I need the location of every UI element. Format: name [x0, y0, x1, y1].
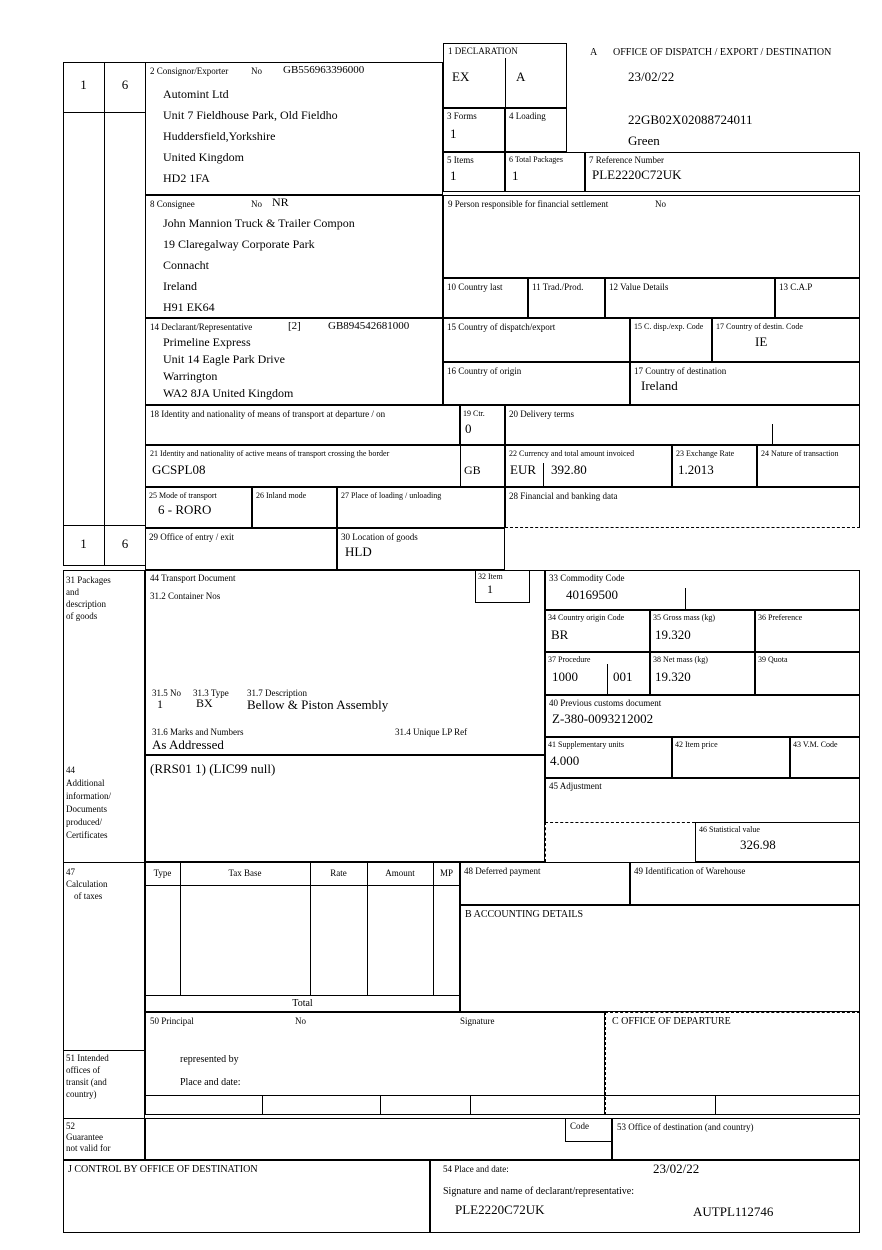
box9-no-label: No: [655, 199, 666, 209]
box24-label: 24 Nature of transaction: [761, 449, 839, 458]
box38-label: 38 Net mass (kg): [653, 655, 708, 664]
box54-auth-value: AUTPL112746: [693, 1204, 774, 1219]
box28-label: 28 Financial and banking data: [509, 491, 618, 501]
box6-label: 6 Total Packages: [509, 155, 563, 164]
divider-line: [63, 112, 146, 113]
box54-label: 54 Place and date:: [443, 1164, 509, 1174]
box54-signature-label: Signature and name of declarant/representative:: [443, 1186, 635, 1197]
box37-label: 37 Procedure: [548, 655, 591, 664]
section-a-date-value: 23/02/22: [628, 69, 675, 84]
box50-label: 50 Principal: [150, 1016, 194, 1026]
box45-label: 45 Adjustment: [549, 781, 602, 791]
tax-col-type: Type: [153, 868, 172, 878]
divider-line: [180, 862, 181, 995]
label-line: description: [66, 599, 106, 609]
tax-total-label: Total: [292, 998, 313, 1009]
section-c-label: C OFFICE OF DEPARTURE: [612, 1016, 731, 1027]
box31-3-value: BX: [196, 696, 213, 710]
box35-value: 19.320: [655, 627, 691, 642]
label-line: produced/: [66, 817, 102, 827]
box15-label: 15 Country of dispatch/export: [447, 322, 556, 332]
label-line: transit (and: [66, 1077, 107, 1087]
box14-eori-value: GB894542681000: [328, 320, 410, 332]
box50-represented-label: represented by: [180, 1054, 239, 1065]
box2-address: [163, 84, 338, 189]
box5-label: 5 Items: [447, 155, 474, 165]
address-line: Primeline Express: [163, 335, 251, 349]
box43-label: 43 V.M. Code: [793, 740, 838, 749]
box52-label: [66, 1121, 111, 1154]
box32-value: 1: [487, 582, 493, 596]
box10-label: 10 Country last: [447, 282, 503, 292]
box31-3-label: 31.3 Type: [193, 688, 229, 698]
box48-label: 48 Deferred payment: [464, 866, 541, 876]
label-line: 44: [66, 765, 75, 775]
box31-6-value: As Addressed: [152, 737, 224, 752]
box2-no-label: No: [251, 66, 262, 76]
box38-value: 19.320: [655, 669, 691, 684]
divider-line: [433, 862, 434, 995]
box21-nationality-value: GB: [464, 463, 481, 477]
box17a-value: IE: [755, 334, 768, 349]
address-line: Unit 7 Fieldhouse Park, Old Fieldho: [163, 108, 338, 122]
label-line: not valid for: [66, 1143, 111, 1153]
box54-reference-value: PLE2220C72UK: [455, 1202, 545, 1217]
box49-label: 49 Identification of Warehouse: [634, 866, 746, 876]
divider-line: [715, 1095, 716, 1115]
copy-number: 1: [80, 77, 87, 92]
box31-2-container-label: 31.2 Container Nos: [150, 591, 221, 601]
box36-label: 36 Preference: [758, 613, 803, 622]
divider-line: [262, 1095, 263, 1115]
divider-line: [685, 588, 686, 610]
divider-line: [145, 1095, 860, 1096]
divider-line: [470, 1095, 471, 1115]
box47-label: [66, 866, 108, 902]
address-line: Warrington: [163, 369, 218, 383]
box31-label: [66, 574, 111, 622]
box16-label: 16 Country of origin: [447, 366, 522, 376]
box39-label: 39 Quota: [758, 655, 788, 664]
box31-6-label: 31.6 Marks and Numbers: [152, 727, 244, 737]
label-line: country): [66, 1089, 97, 1099]
divider-line: [367, 862, 368, 995]
address-line: Connacht: [163, 258, 209, 272]
box41-label: 41 Supplementary units: [548, 740, 624, 749]
divider-line: [607, 664, 608, 695]
box17-value: Ireland: [641, 378, 678, 393]
box52-guarantee: [145, 1118, 612, 1160]
label-line: of goods: [66, 611, 98, 621]
box8-no-label: No: [251, 199, 262, 209]
mrn-value: 22GB02X02088724011: [628, 112, 753, 127]
copy-number: 1: [80, 536, 87, 551]
box15a-label: 15 C. disp./exp. Code: [634, 322, 704, 331]
label-line: information/: [66, 791, 111, 801]
address-line: Ireland: [163, 279, 197, 293]
divider-line: [545, 822, 695, 823]
box4-label: 4 Loading: [509, 111, 546, 121]
box35-label: 35 Gross mass (kg): [653, 613, 715, 622]
label-line: and: [66, 587, 79, 597]
address-line: Automint Ltd: [163, 87, 229, 101]
box52-code-label: Code: [570, 1121, 589, 1131]
box14-code-value: [2]: [288, 320, 301, 332]
section-a-title: OFFICE OF DISPATCH / EXPORT / DESTINATION: [613, 47, 832, 58]
address-line: United Kingdom: [163, 150, 244, 164]
box8-id-value: NR: [272, 195, 289, 209]
label-line: Documents: [66, 804, 107, 814]
tax-col-base: Tax Base: [228, 868, 262, 878]
box3-label: 3 Forms: [447, 111, 477, 121]
box33-label: 33 Commodity Code: [549, 573, 625, 583]
box1-regime-value: EX: [452, 69, 470, 84]
address-line: Huddersfield,Yorkshire: [163, 129, 276, 143]
box7-value: PLE2220C72UK: [592, 167, 682, 182]
box22-label: 22 Currency and total amount invoiced: [509, 449, 635, 458]
divider-line: [543, 463, 544, 487]
box8-label: 8 Consignee: [150, 199, 195, 209]
label-line: Calculation: [66, 879, 108, 889]
box44-label: [66, 764, 111, 842]
box2-eori-value: GB556963396000: [283, 64, 365, 76]
box25-label: 25 Mode of transport: [149, 491, 217, 500]
box31-7-value: Bellow & Piston Assembly: [247, 697, 389, 712]
box21-value: GCSPL08: [152, 462, 206, 477]
label-line: 31 Packages: [66, 575, 111, 585]
label-line: 52: [66, 1121, 75, 1131]
box34-label: 34 Country origin Code: [548, 613, 625, 622]
box30-value: HLD: [345, 544, 372, 559]
box44-transport-doc-label: 44 Transport Document: [150, 573, 236, 583]
divider-line: [63, 1050, 145, 1051]
box30-label: 30 Location of goods: [341, 532, 418, 542]
divider-line: [545, 822, 546, 862]
box34-value: BR: [551, 627, 569, 642]
tax-col-mp: MP: [439, 868, 453, 878]
box29-label: 29 Office of entry / exit: [149, 532, 235, 542]
box40-value: Z-380-0093212002: [552, 711, 654, 726]
box18-label: 18 Identity and nationality of means of transport at departure / on: [150, 409, 386, 419]
box40-label: 40 Previous customs document: [549, 698, 662, 708]
copy-number: 6: [121, 536, 129, 551]
box13-label: 13 C.A.P: [779, 282, 813, 292]
box22-amount-value: 392.80: [551, 462, 587, 477]
label-line: Additional: [66, 778, 105, 788]
box23-value: 1.2013: [678, 462, 714, 477]
box3-value: 1: [450, 126, 457, 141]
box19-value: 0: [465, 421, 472, 436]
divider-line: [145, 885, 460, 886]
address-line: H91 EK64: [163, 300, 215, 314]
box31-5-value: 1: [157, 697, 163, 711]
box37-value1: 1000: [552, 669, 578, 684]
routing-value: Green: [628, 133, 660, 148]
box25-value: 6 - RORO: [158, 502, 212, 517]
box9-label: 9 Person responsible for financial settlement: [448, 199, 609, 209]
box41-value: 4.000: [550, 753, 580, 768]
box54-date-value: 23/02/22: [653, 1161, 700, 1176]
label-line: offices of: [66, 1065, 101, 1075]
box22-currency-value: EUR: [510, 462, 536, 477]
box23-label: 23 Exchange Rate: [676, 449, 735, 458]
address-line: HD2 1FA: [163, 171, 210, 185]
box51-label: [66, 1052, 109, 1100]
address-line: John Mannion Truck & Trailer Compon: [163, 216, 355, 230]
divider-line: [63, 525, 146, 526]
box44-value: (RRS01 1) (LIC99 null): [150, 761, 276, 776]
box42-label: 42 Item price: [675, 740, 718, 749]
box46-value: 326.98: [740, 837, 776, 852]
box37-value2: 001: [613, 669, 633, 684]
box1-label: 1 DECLARATION: [448, 46, 518, 56]
box1-copy-type-value: A: [516, 69, 526, 84]
box12-label: 12 Value Details: [609, 282, 669, 292]
address-line: 19 Claregalway Corporate Park: [163, 237, 315, 251]
box14-address: [163, 334, 293, 402]
box31-5-label: 31.5 No: [152, 688, 181, 698]
label-line: Certificates: [66, 830, 108, 840]
box50-no-label: No: [295, 1016, 306, 1026]
box46-label: 46 Statistical value: [699, 825, 760, 834]
divider-line: [505, 58, 506, 108]
section-j-label: J CONTROL BY OFFICE OF DESTINATION: [68, 1164, 258, 1175]
divider-line: [380, 1095, 381, 1115]
box5-value: 1: [450, 168, 457, 183]
divider-line: [310, 862, 311, 995]
divider-line: [460, 445, 461, 487]
address-line: Unit 14 Eagle Park Drive: [163, 352, 285, 366]
address-line: WA2 8JA United Kingdom: [163, 386, 294, 400]
box27-label: 27 Place of loading / unloading: [341, 491, 442, 500]
box6-value: 1: [512, 168, 519, 183]
tax-col-amount: Amount: [385, 868, 415, 878]
box26-label: 26 Inland mode: [256, 491, 307, 500]
label-line: Guarantee: [66, 1132, 103, 1142]
box8-address: [163, 213, 355, 318]
box50-signature-label: Signature: [460, 1016, 495, 1026]
box17a-label: 17 Country of destin. Code: [716, 322, 803, 331]
box19-label: 19 Ctr.: [463, 409, 485, 418]
box17-label: 17 Country of destination: [634, 366, 727, 376]
box53-label: 53 Office of destination (and country): [617, 1122, 754, 1132]
box21-label: 21 Identity and nationality of active means of transport crossing the border: [150, 449, 390, 458]
box50-place-date-label: Place and date:: [180, 1077, 241, 1088]
divider-line: [63, 1118, 145, 1119]
divider-line: [145, 995, 460, 996]
section-b-accounting: [460, 905, 860, 1012]
section-b-label: B ACCOUNTING DETAILS: [465, 909, 584, 920]
divider-line: [104, 62, 105, 566]
box2-label: 2 Consignor/Exporter: [150, 66, 229, 76]
tax-col-rate: Rate: [330, 868, 347, 878]
section-a-letter: A: [590, 47, 598, 58]
label-line: 47: [66, 867, 75, 877]
label-line: of taxes: [74, 891, 103, 901]
box11-label: 11 Trad./Prod.: [532, 282, 584, 292]
box14-label: 14 Declarant/Representative: [150, 322, 253, 332]
box31-7-label: 31.7 Description: [247, 688, 307, 698]
box32-label: 32 Item: [478, 572, 503, 581]
divider-line: [772, 424, 773, 445]
label-line: 51 Intended: [66, 1053, 109, 1063]
box33-value: 40169500: [566, 587, 618, 602]
box7-label: 7 Reference Number: [589, 155, 664, 165]
box20-label: 20 Delivery terms: [509, 409, 574, 419]
copy-number: 6: [121, 77, 129, 92]
box31-4-label: 31.4 Unique LP Ref: [395, 727, 468, 737]
